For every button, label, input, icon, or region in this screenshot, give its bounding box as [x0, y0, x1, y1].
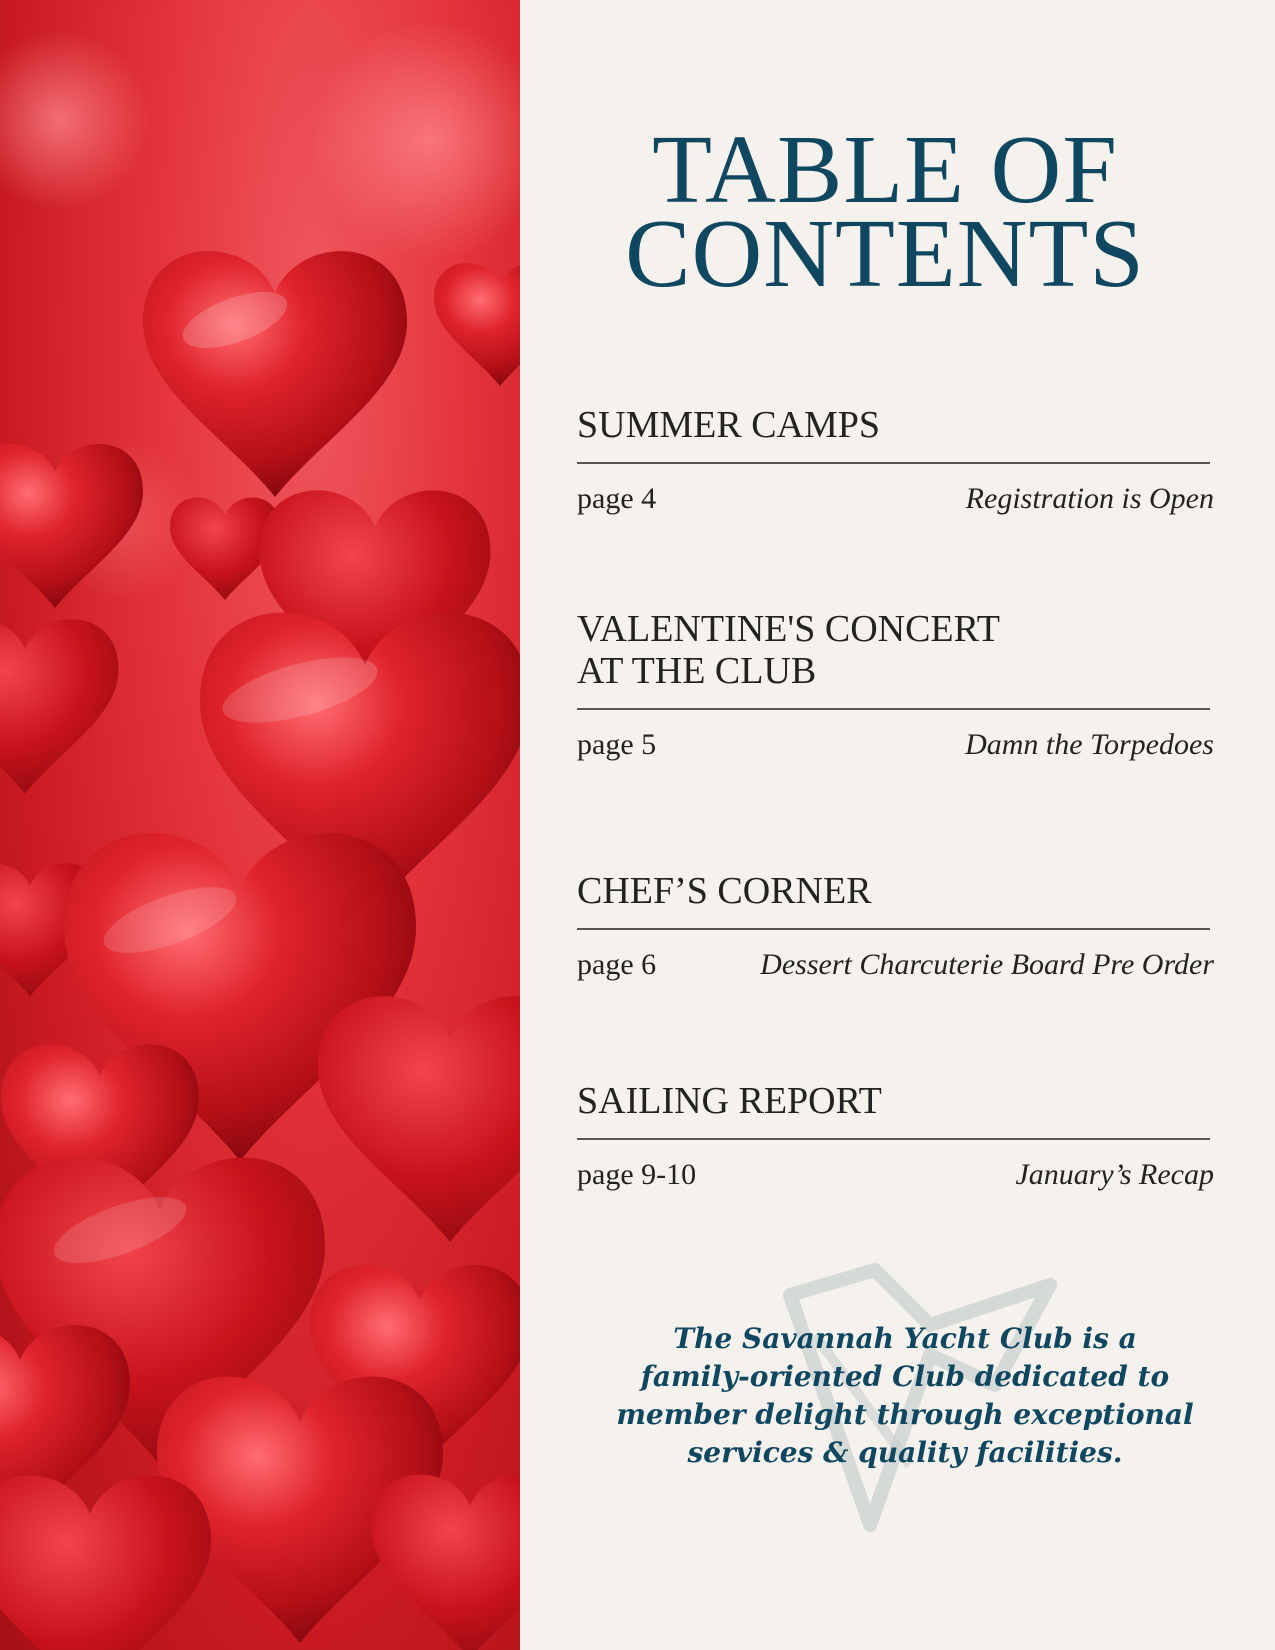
toc-description: Registration is Open: [965, 482, 1214, 515]
mission-line: The Savannah Yacht Club is a: [673, 1322, 1137, 1355]
toc-heading-line: CHEF’S CORNER: [577, 870, 872, 912]
toc-entry-heading: [577, 1080, 1210, 1140]
toc-page-number: page 9-10: [577, 1158, 697, 1191]
hearts-illustration: [0, 0, 520, 1650]
title-line-2: CONTENTS: [625, 200, 1145, 308]
mission-line: services & quality facilities.: [687, 1436, 1123, 1469]
toc-entry-sailing-report[interactable]: [577, 1080, 1214, 1198]
toc-entry-summer-camps[interactable]: [577, 404, 1214, 522]
page-title: [520, 116, 1250, 308]
toc-page-number: page 4: [577, 482, 657, 515]
toc-entry-row: [577, 482, 1214, 522]
mission-line: family-oriented Club dedicated to: [640, 1360, 1170, 1393]
mission-statement: [560, 1320, 1250, 1472]
toc-panel: [520, 0, 1275, 1650]
mission-line: member delight through exceptional: [616, 1398, 1194, 1431]
toc-description: January’s Recap: [1015, 1158, 1214, 1191]
toc-heading-line: VALENTINE'S CONCERT: [577, 608, 1000, 650]
toc-description: Damn the Torpedoes: [965, 728, 1214, 761]
toc-heading-line: AT THE CLUB: [577, 650, 817, 692]
toc-entry-heading: [577, 870, 1210, 930]
toc-heading-line: SAILING REPORT: [577, 1080, 882, 1122]
toc-entry-row: [577, 948, 1214, 988]
toc-page-number: page 5: [577, 728, 657, 761]
toc-entry-chefs-corner[interactable]: [577, 870, 1214, 988]
title-line-1: TABLE OF: [652, 116, 1118, 224]
toc-entry-row: [577, 1158, 1214, 1198]
toc-page-number: page 6: [577, 948, 657, 981]
toc-heading-line: SUMMER CAMPS: [577, 404, 881, 446]
toc-entry-heading: [577, 404, 1210, 464]
hero-image-hearts: [0, 0, 520, 1650]
toc-entry-row: [577, 728, 1214, 768]
toc-entry-valentines-concert[interactable]: [577, 608, 1214, 768]
toc-description: Dessert Charcuterie Board Pre Order: [760, 948, 1214, 981]
toc-entry-heading: [577, 608, 1210, 710]
